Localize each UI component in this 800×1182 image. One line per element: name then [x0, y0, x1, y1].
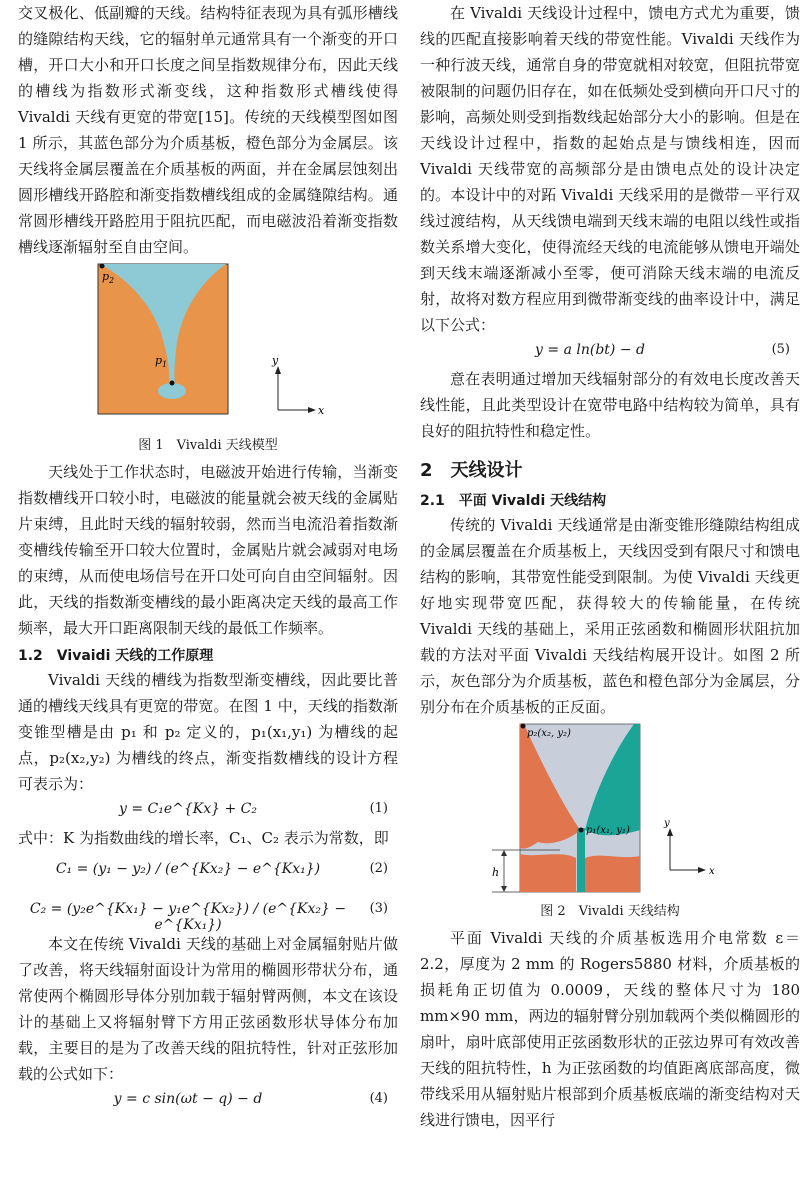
h-arrow-down-icon — [501, 886, 507, 892]
left-sine-loading — [520, 854, 576, 892]
section-1-2-heading: 1.2 Vivaidi 天线的工作原理 — [18, 648, 214, 664]
h-arrow-up-icon — [501, 850, 507, 856]
fig2-axis-x-label: x — [709, 866, 715, 877]
equation-2-expression: C₁ = (y₁ − y₂) / (e^{Kx₂} − e^{Kx₁}) — [55, 861, 321, 877]
fig2-p2-point — [521, 724, 526, 729]
equation-4-number: (4) — [369, 1091, 388, 1106]
left-paragraph-4: 式中：K 为指数曲线的增长率，C₁、C₂ 表示为常数，即 — [18, 829, 389, 847]
p2-point — [100, 264, 105, 269]
microstrip-feed — [577, 828, 585, 892]
section-2-1-heading: 2.1 平面 Vivaldi 天线结构 — [420, 493, 607, 509]
figure-1-caption: 图 1 Vivaldi 天线模型 — [138, 438, 278, 453]
equation-2-number: (2) — [369, 861, 388, 876]
right-paragraph-1: 在 Vivaldi 天线设计过程中，馈电方式尤为重要，馈线的匹配直接影响着天线的带宽性能。Vivaldi 天线作为一种行波天线，通常自身的带宽就相对较宽，但阻抗带宽被限制的问题仍旧存在，如在低频处受到横向开口尺寸的影响，高频处则受到指数线起始部分大小的影响。但是在天线设计过程中，指数的起始点是与馈线相连，因而 Vivaldi 天线带宽的高频部分是由馈电点处的设计决定的。本设计中的对跖 Vivaldi 天线采用的是微带－平行双线过渡结构，从天线馈电端到天线末端的电阻以线性或指数关系增大变化，使得流经天线的电流能够从馈电开端处到天线末端逐渐减小至零，便可消除天线末端的电流反射，故将对数方程应用到微带渐变线的曲率设计中，满足以下公式： — [420, 4, 800, 334]
left-paragraph-1: 交叉极化、低副瓣的天线。结构特征表现为具有弧形槽线的缝隙结构天线，它的辐射单元通常具有一个渐变的开口槽，开口大小和开口长度之间呈指数规律分布，因此天线的槽线为指数形式渐变线，这种指数形式槽线使得 Vivaldi 天线有更宽的带宽[15]。传统的天线模型图如图 1 所示，其蓝色部分为介质基板，橙色部分为金属层。该天线将金属层覆盖在介质基板的两面，并在金属层蚀刻出圆形槽线开路腔和渐变指数槽线组成的金属缝隙结构。通常圆形槽线开路腔用于阻抗匹配，而电磁波沿着渐变指数槽线逐渐辐射至自由空间。 — [18, 4, 398, 256]
fig2-p1-point — [579, 828, 584, 833]
left-paragraph-2: 天线处于工作状态时，电磁波开始进行传输，当渐变指数槽线开口较小时，电磁波的能量就会被天线的金属贴片束缚，且此时天线的辐射较弱，然而当电流沿着指数渐变槽线传输至开口较大位置时，金属贴片就会减弱对电场的束缚，从而使电场信号在开口处可向自由空间辐射。因此，天线的指数渐变槽线的最小距离决定天线的最高工作频率，最大开口距离限制天线的最低工作频率。 — [18, 463, 398, 637]
p1-point — [170, 381, 175, 386]
fig2-p2-label: p₂(x₂, y₂) — [527, 728, 571, 739]
fig2-p1-label: p₁(x₁, y₁) — [586, 825, 630, 836]
equation-3-number: (3) — [369, 901, 388, 916]
equation-1-expression: y = C₁e^{Kx} + C₂ — [118, 801, 257, 817]
fig2-axis-y-label: y — [664, 818, 670, 829]
equation-4-expression: y = c sin(ωt − q) − d — [113, 1091, 263, 1107]
equation-1 — [18, 797, 398, 825]
equation-5-number: (5) — [771, 342, 790, 357]
equation-4 — [18, 1087, 398, 1115]
equation-2 — [18, 851, 398, 891]
equation-3-expression: C₂ = (y₂e^{Kx₁} − y₁e^{Kx₂}) / (e^{Kx₂} − e^{Kx₁}) — [29, 901, 347, 933]
figure-2 — [420, 720, 800, 898]
figure-1 — [18, 260, 398, 432]
right-paragraph-4: 平面 Vivaldi 天线的介质基板选用介电常数 ε＝2.2，厚度为 2 mm 的 Rogers5880 材料，介质基板的损耗角正切值为 0.0009，天线的整体尺寸为 180 mm×90 mm，两边的辐射臂分别加载两个类似椭圆形的扇叶，扇叶底部使用正弦函数形状的正弦边界可有效改善天线的阻抗特性，h 为正弦函数的均值距离底部高度，微带线采用从辐射贴片根部到介质基板底端的渐变结构对天线进行馈电，因平行 — [420, 929, 800, 1129]
equation-5 — [420, 338, 800, 366]
section-2-heading: 2 天线设计 — [420, 460, 523, 481]
left-column — [18, 0, 398, 1115]
axis-x-label: x — [318, 404, 325, 417]
axis-y-label: y — [272, 354, 279, 367]
left-paragraph-3: Vivaldi 天线的槽线为指数型渐变槽线，因此要比普通的槽线天线具有更宽的带宽。在图 1 中，天线的指数渐变锥型槽是由 p₁ 和 p₂ 定义的，p₁(x₁,y₁) 为槽线的起点，p₂(x₂,y₂) 为槽线的终点，渐变指数槽线的设计方程可表示为： — [18, 671, 398, 793]
p2-label: $p_2$ — [102, 270, 115, 285]
y-axis-arrow-icon — [275, 366, 281, 374]
h-label: h — [492, 866, 500, 879]
right-paragraph-2: 意在表明通过增加天线辐射部分的有效电长度改善天线性能，且此类型设计在宽带电路中结构较为简单，具有良好的阻抗特性和稳定性。 — [420, 370, 800, 440]
right-paragraph-3: 传统的 Vivaldi 天线通常是由渐变锥形缝隙结构组成的金属层覆盖在介质基板上，天线因受到有限尺寸和馈电结构的影响，其带宽性能受到限制。为使 Vivaldi 天线更好地实现带宽匹配，获得较大的传输能量，在传统 Vivaldi 天线的基础上，采用正弦函数和椭圆形状阻抗加载的方法对平面 Vivaldi 天线结构展开设计。如图 2 所示，灰色部分为介质基板，蓝色和橙色部分为金属层，分别分布在介质基板的正反面。 — [420, 516, 800, 716]
equation-1-number: (1) — [369, 801, 388, 816]
fig2-x-axis-arrow-icon — [698, 867, 706, 873]
equation-3 — [18, 891, 398, 931]
figure-2-caption: 图 2 Vivaldi 天线结构 — [540, 904, 680, 919]
fig2-y-axis-arrow-icon — [667, 828, 673, 836]
figure-1-graphic — [18, 260, 398, 432]
equation-5-expression: y = a ln(bt) − d — [535, 342, 645, 358]
p1-label: $p_1$ — [155, 354, 168, 369]
right-sine-loading — [585, 856, 640, 892]
left-paragraph-5: 本文在传统 Vivaldi 天线的基础上对金属辐射贴片做了改善，将天线辐射面设计为常用的椭圆形带状分布，通常使两个椭圆形导体分别加载于辐射臂两侧，本文在该设计的基础上又将辐射臂下方用正弦函数形状导体分布加载，主要目的是为了改善天线的阻抗特性，针对正弦形加载的公式如下： — [18, 935, 398, 1083]
x-axis-arrow-icon — [308, 407, 316, 413]
right-column — [420, 0, 800, 1133]
figure-2-graphic — [420, 720, 800, 898]
